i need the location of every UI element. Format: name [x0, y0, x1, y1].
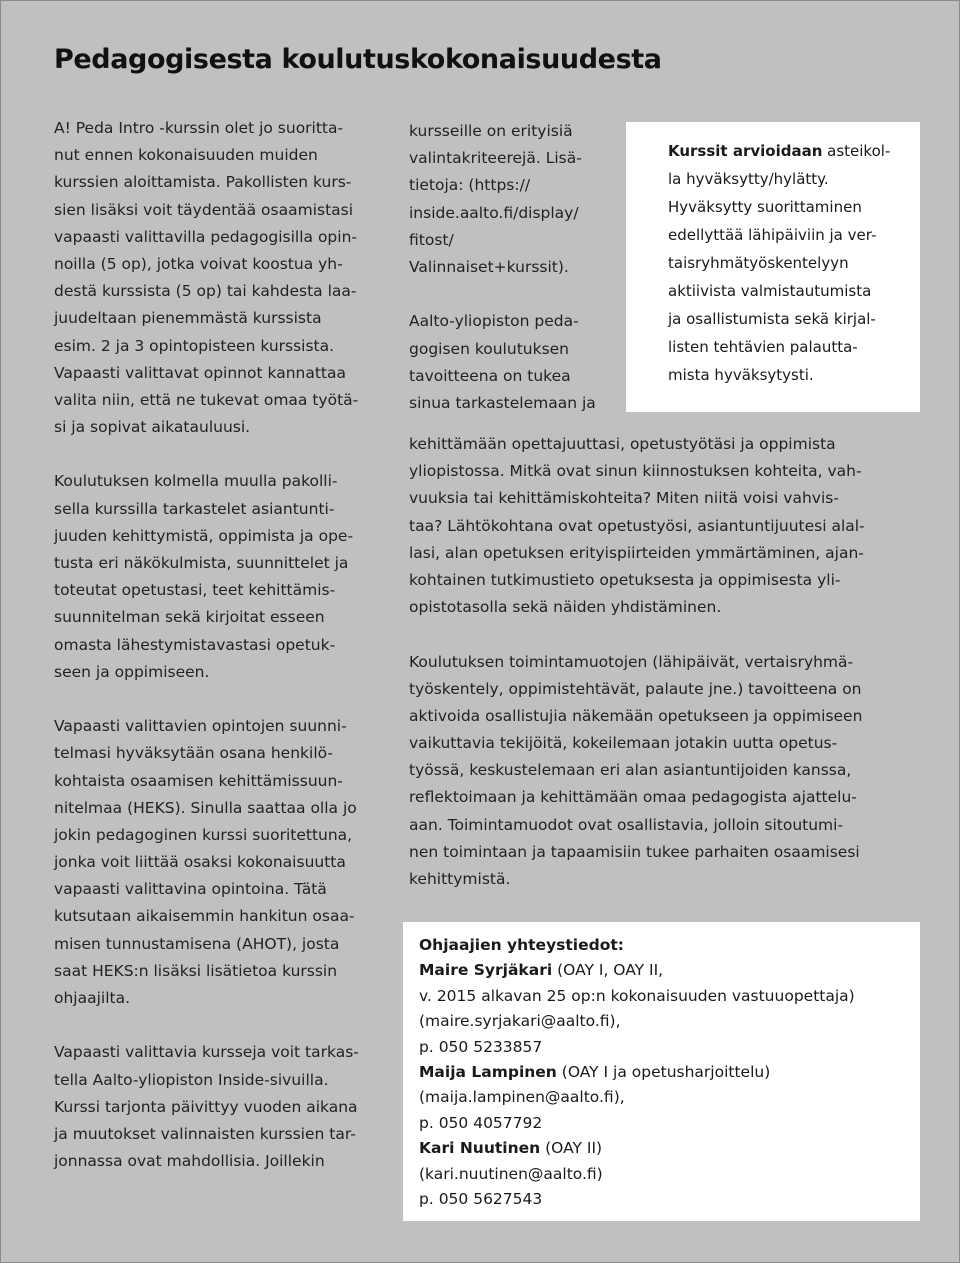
left-text-line: esim. 2 ja 3 opintopisteen kurssista. — [54, 336, 335, 355]
assessment-line: mista hyväksytysti. — [668, 366, 814, 384]
left-text-line: suunnitelman sekä kirjoitat esseen — [54, 608, 325, 627]
right-main-line: kohtainen tutkimustieto opetuksesta ja oppimisesta yli- — [409, 570, 841, 589]
left-text-line: Vapaasti valittavia kursseja voit tarkas- — [54, 1043, 359, 1062]
right-intro-line: gogisen koulutuksen — [409, 339, 570, 358]
contact-detail: (maija.lampinen@aalto.fi), — [419, 1088, 625, 1107]
right-column-intro-text — [409, 118, 596, 417]
contact-detail: p. 050 5233857 — [419, 1037, 543, 1056]
right-main-line: työskentely, oppimistehtävät, palaute jne.) tavoitteena on — [409, 679, 862, 698]
right-main-line: kehittämään opettajuuttasi, opetustyötäsi ja oppimista — [409, 435, 836, 453]
right-column-main-text — [409, 431, 865, 893]
right-main-line: aan. Toimintamuodot ovat osallistavia, jolloin sitoutumi- — [409, 815, 844, 834]
contact-name: Kari Nuutinen — [419, 1139, 541, 1158]
right-main-line: kehittymistä. — [409, 870, 511, 888]
right-intro-line: Aalto-yliopiston peda- — [409, 312, 579, 331]
left-text-line: jonnassa ovat mahdollisia. Joillekin — [54, 1152, 325, 1171]
left-column-text — [54, 115, 359, 1175]
contact-role: (OAY I, OAY II, — [552, 961, 664, 980]
left-text-line: kohtaista osaamisen kehittämissuun- — [54, 771, 343, 790]
assessment-lead-line — [668, 137, 890, 165]
right-intro-line: tietoja: (https:// — [409, 176, 531, 195]
contact-role: (OAY I ja opetusharjoittelu) — [556, 1062, 771, 1081]
contact-name-line — [419, 958, 855, 983]
left-text-line: jonka voit liittää osaksi kokonaisuutta — [54, 853, 346, 872]
assessment-line: ja osallistumista sekä kirjal- — [668, 310, 876, 328]
assessment-lead-rest: asteikol- — [822, 142, 891, 160]
left-text-line: destä kurssista (5 op) tai kahdesta laa- — [54, 282, 357, 301]
left-text-line: juuden kehittymistä, oppimista ja ope- — [54, 526, 354, 545]
assessment-line: aktiivista valmistautumista — [668, 282, 872, 300]
left-text-line: Kurssi tarjonta päivittyy vuoden aikana — [54, 1097, 358, 1116]
left-text-line: si ja sopivat aikatauluusi. — [54, 418, 251, 437]
right-main-line: opistotasolla sekä näiden yhdistäminen. — [409, 598, 722, 617]
left-text-line: ja muutokset valinnaisten kurssien tar- — [54, 1124, 356, 1143]
paragraph-gap — [409, 621, 865, 648]
paragraph-gap — [409, 281, 596, 308]
left-text-line: omasta lähestymistavastasi opetuk- — [54, 635, 336, 654]
right-main-line: vaikuttavia tekijöitä, kokeilemaan jotakin uutta opetus- — [409, 734, 838, 753]
assessment-line: Hyväksytty suorittaminen — [668, 198, 862, 216]
left-text-line: vapaasti valittavilla pedagogisilla opin- — [54, 227, 357, 246]
paragraph-gap — [54, 686, 359, 713]
right-main-line: yliopistossa. Mitkä ovat sinun kiinnostuksen kohteita, vah- — [409, 462, 862, 481]
left-text-line: Vapaasti valittavien opintojen suunni- — [54, 717, 347, 736]
left-text-line: Koulutuksen kolmella muulla pakolli- — [54, 472, 338, 491]
left-text-line: Vapaasti valittavat opinnot kannattaa — [54, 363, 346, 382]
contacts-list — [419, 958, 855, 1212]
right-main-line: reflektoimaan ja kehittämään omaa pedagogista ajattelu- — [409, 788, 857, 807]
left-text-line: misen tunnustamisena (AHOT), josta — [54, 934, 340, 953]
left-text-line: saat HEKS:n lisäksi lisätietoa kurssin — [54, 961, 338, 980]
contact-detail: (kari.nuutinen@aalto.fi) — [419, 1164, 603, 1183]
contact-name-line — [419, 1060, 855, 1085]
paragraph-gap — [54, 1012, 359, 1039]
right-main-line: taa? Lähtökohtana ovat opetustyösi, asiantuntijuutesi alal- — [409, 516, 865, 535]
assessment-lines — [668, 165, 890, 389]
left-text-line: noilla (5 op), jotka voivat koostua yh- — [54, 254, 343, 273]
contact-detail: p. 050 4057792 — [419, 1113, 543, 1132]
right-main-line: aktivoida osallistujia näkemään opetukseen ja oppimiseen — [409, 706, 863, 725]
left-text-line: tella Aalto-yliopiston Inside-sivuilla. — [54, 1070, 329, 1089]
left-text-line: nut ennen kokonaisuuden muiden — [54, 146, 318, 165]
contact-detail: (maire.syrjakari@aalto.fi), — [419, 1012, 621, 1031]
contact-name: Maija Lampinen — [419, 1062, 557, 1081]
assessment-line: listen tehtävien palautta- — [668, 338, 858, 356]
assessment-bold-lead: Kurssit arvioidaan — [668, 142, 823, 160]
left-text-line: nitelmaa (HEKS). Sinulla saattaa olla jo — [54, 798, 357, 817]
right-main-line: lasi, alan opetuksen erityispiirteiden ymmärtäminen, ajan- — [409, 543, 864, 562]
left-text-line: telmasi hyväksytään osana henkilö- — [54, 744, 333, 763]
right-intro-line: inside.aalto.fi/display/ — [409, 203, 579, 222]
contact-detail: v. 2015 alkavan 25 op:n kokonaisuuden vastuuopettaja) — [419, 986, 855, 1005]
paragraph-gap — [54, 441, 359, 468]
right-intro-line: tavoitteena on tukea — [409, 366, 571, 385]
right-intro-line: Valinnaiset+kurssit). — [409, 257, 569, 276]
page-title: Pedagogisesta koulutuskokonaisuudesta — [54, 44, 662, 75]
left-text-line: kutsutaan aikaisemmin hankitun osaa- — [54, 907, 355, 926]
contact-name: Maire Syrjäkari — [419, 961, 553, 980]
contact-role: (OAY II) — [540, 1139, 603, 1158]
right-intro-line: kursseille on erityisiä — [409, 122, 573, 140]
contacts-box — [403, 922, 920, 1221]
right-main-line: Koulutuksen toimintamuotojen (lähipäivät, vertaisryhmä- — [409, 652, 854, 671]
contact-detail: p. 050 5627543 — [419, 1189, 543, 1208]
assessment-info-box — [626, 122, 920, 412]
contacts-content — [419, 933, 855, 1212]
left-text-line: ohjaajilta. — [54, 989, 131, 1007]
assessment-text — [668, 137, 890, 389]
assessment-line: la hyväksytty/hylätty. — [668, 170, 829, 188]
left-text-line: toteutat opetustasi, teet kehittämis- — [54, 581, 336, 600]
left-text-line: jokin pedagoginen kurssi suoritettuna, — [54, 825, 353, 844]
right-main-line: vuuksia tai kehittämiskohteita? Miten niitä voisi vahvis- — [409, 489, 839, 508]
left-text-line: sien lisäksi voit täydentää osaamistasi — [54, 200, 354, 219]
left-text-line: seen ja oppimiseen. — [54, 662, 210, 681]
contact-name-line — [419, 1136, 855, 1161]
left-text-line: kurssien aloittamista. Pakollisten kurs- — [54, 173, 352, 192]
right-main-line: nen toimintaan ja tapaamisiin tukee parhaiten osaamisesi — [409, 842, 860, 861]
right-intro-line: fitost/ — [409, 230, 454, 249]
left-text-line: vapaasti valittavina opintoina. Tätä — [54, 880, 327, 899]
left-text-line: juudeltaan pienemmästä kurssista — [54, 309, 322, 328]
left-text-line: sella kurssilla tarkastelet asiantunti- — [54, 499, 335, 518]
left-text-line: A! Peda Intro -kurssin olet jo suoritta- — [54, 119, 344, 137]
assessment-line: edellyttää lähipäiviin ja ver- — [668, 226, 877, 244]
assessment-line: taisryhmätyöskentelyyn — [668, 254, 849, 272]
right-intro-line: valintakriteerejä. Lisä- — [409, 149, 582, 168]
right-main-line: työssä, keskustelemaan eri alan asiantuntijoiden kanssa, — [409, 761, 852, 780]
left-text-line: tusta eri näkökulmista, suunnittelet ja — [54, 554, 349, 572]
left-text-line: valita niin, että ne tukevat omaa työtä- — [54, 390, 359, 409]
contacts-heading: Ohjaajien yhteystiedot: — [419, 936, 624, 954]
right-intro-line: sinua tarkastelemaan ja — [409, 393, 596, 412]
